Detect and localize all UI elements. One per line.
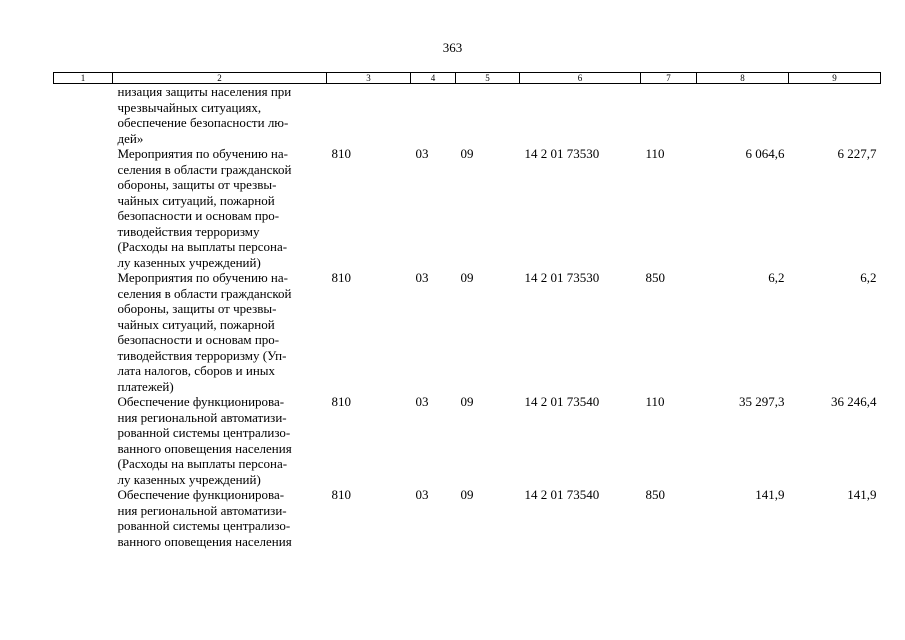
row-index-cell [54,487,113,549]
row-index-cell [54,270,113,394]
row-ministry-cell: 810 [331,487,351,502]
row-name-line: безопасности и основам про- [117,332,280,347]
row-expense-type-cell: 850 [645,270,665,285]
row-amount-1-cell: 35 297,3 [739,394,785,409]
row-name-line: тиводействия терроризму (Уп- [117,347,287,363]
row-target-cell: 14 2 01 73540 [524,487,600,502]
column-header: 9 [789,73,881,84]
row-name-line: Обеспечение функционирова- [117,487,285,502]
row-name-line: чайных ситуаций, пожарной [117,316,275,332]
column-header: 8 [697,73,789,84]
row-name-line: дей» [117,130,144,146]
row-name-line: (Расходы на выплаты персона- [117,239,288,254]
row-name-line: низация защиты населения при [117,84,292,99]
row-target-cell: 14 2 01 73530 [524,146,600,161]
row-amount-1-cell: 6 064,6 [745,146,785,161]
row-amount-1-cell: 6,2 [768,270,785,285]
row-name-line: обеспечение безопасности лю- [117,115,289,130]
table-row [54,270,881,394]
row-subsection-cell: 09 [460,394,474,409]
row-ministry-cell: 810 [331,146,351,161]
row-name-cell [113,487,327,549]
row-section-cell: 03 [415,146,429,161]
row-name-line: Мероприятия по обучению на- [117,146,288,161]
row-amount-2-cell: 36 246,4 [831,394,877,409]
table-row [54,487,881,549]
row-name-line: ния региональной автоматизи- [117,409,287,425]
row-name-line: селения в области гражданской [117,285,292,301]
row-name-line: Обеспечение функционирова- [117,394,285,409]
column-header: 1 [54,73,113,84]
row-expense-type-cell: 850 [645,487,665,502]
row-amount-2-cell [789,84,881,147]
row-name-line: ванного оповещения населения [117,533,292,549]
row-target-cell: 14 2 01 73540 [524,394,600,409]
row-subsection-cell: 09 [460,146,474,161]
row-expense-type-cell [641,84,697,147]
row-index-cell [54,146,113,270]
column-header: 2 [113,73,327,84]
row-ministry-cell: 810 [331,270,351,285]
row-name-line: чрезвычайных ситуациях, [117,99,262,115]
row-name-line: лу казенных учреждений) [117,471,261,487]
page-number: 363 [442,40,463,55]
row-name-line: ния региональной автоматизи- [117,502,287,518]
row-section-cell: 03 [415,394,429,409]
row-name-line: лу казенных учреждений) [117,254,261,270]
row-name-cell [113,394,327,487]
row-expense-type-cell: 110 [645,146,665,161]
table-row [54,84,881,147]
row-name-line: рованной системы централизо- [117,518,291,533]
column-number-row [54,73,881,84]
table-body [54,84,881,550]
row-name-line: платежей) [117,378,174,394]
row-amount-2-cell: 6 227,7 [837,146,877,161]
table-row [54,394,881,487]
budget-table [53,72,881,549]
row-index-cell [54,84,113,147]
row-name-line: тиводействия терроризму [117,223,260,239]
row-subsection-cell: 09 [460,487,474,502]
row-name-cell [113,84,327,147]
row-name-line: ванного оповещения населения [117,440,292,456]
row-name-cell [113,270,327,394]
row-amount-2-cell: 141,9 [847,487,877,502]
row-section-cell: 03 [415,487,429,502]
table-row [54,146,881,270]
row-target-cell [520,84,641,147]
row-subsection-cell: 09 [460,270,474,285]
row-ministry-cell: 810 [331,394,351,409]
column-header: 6 [520,73,641,84]
row-name-line: селения в области гражданской [117,161,292,177]
row-target-cell: 14 2 01 73530 [524,270,600,285]
column-header: 5 [456,73,520,84]
row-ministry-cell [327,84,411,147]
row-section-cell [411,84,456,147]
row-name-line: чайных ситуаций, пожарной [117,192,275,208]
row-name-line: обороны, защиты от чрезвы- [117,301,277,316]
row-amount-2-cell: 6,2 [860,270,877,285]
column-header: 4 [411,73,456,84]
row-name-line: лата налогов, сборов и иных [117,363,276,378]
row-name-line: обороны, защиты от чрезвы- [117,177,277,192]
row-index-cell [54,394,113,487]
row-expense-type-cell: 110 [645,394,665,409]
row-section-cell: 03 [415,270,429,285]
row-amount-1-cell [697,84,789,147]
row-name-line: рованной системы централизо- [117,425,291,440]
row-subsection-cell [456,84,520,147]
row-amount-1-cell: 141,9 [755,487,785,502]
row-name-line: Мероприятия по обучению на- [117,270,288,285]
row-name-line: безопасности и основам про- [117,208,280,223]
column-header: 7 [641,73,697,84]
column-header: 3 [327,73,411,84]
row-name-cell [113,146,327,270]
row-name-line: (Расходы на выплаты персона- [117,456,288,471]
